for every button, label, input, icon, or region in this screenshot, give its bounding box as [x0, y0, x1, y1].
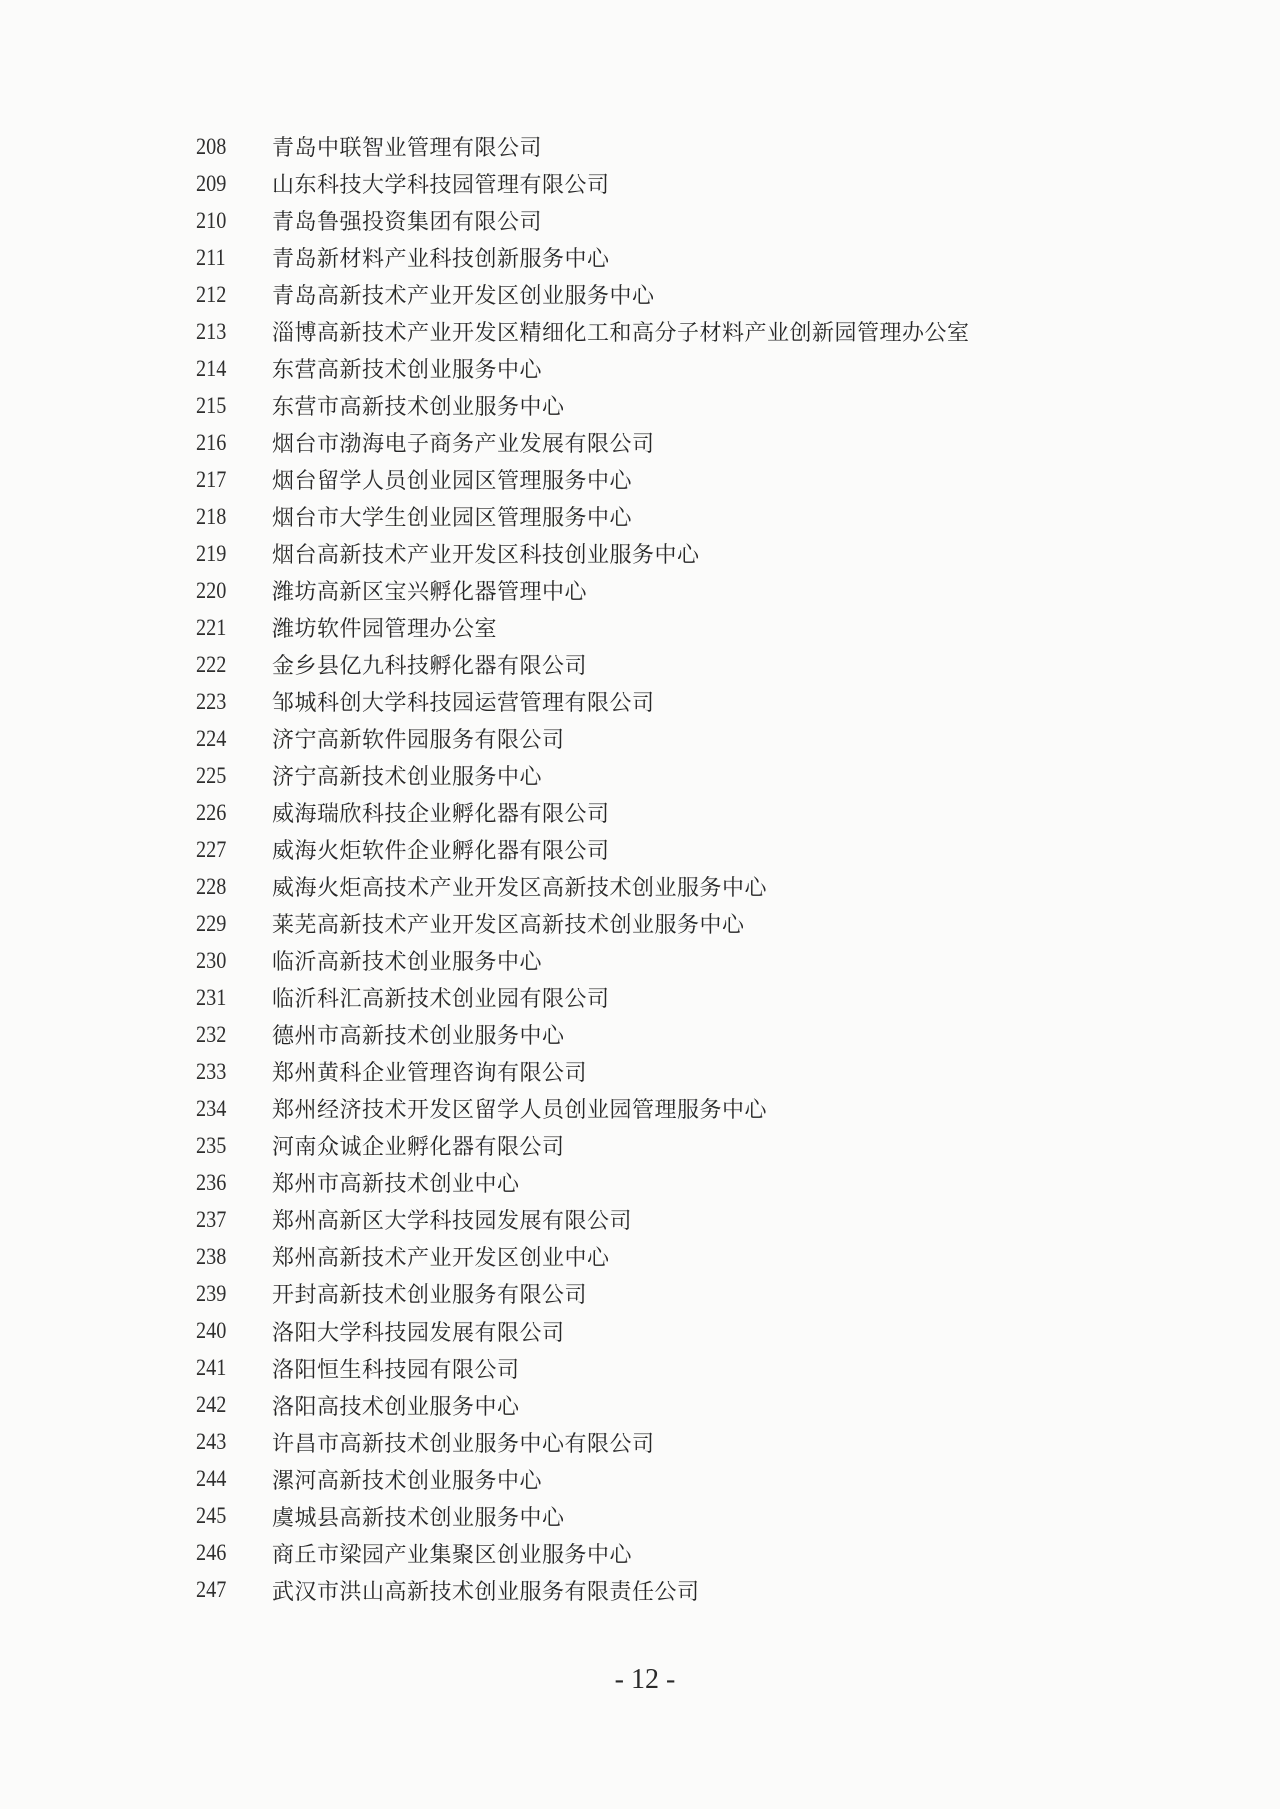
entry-number: 225	[196, 762, 227, 788]
list-item	[196, 1164, 970, 1201]
list-item	[196, 1127, 970, 1164]
list-item	[196, 831, 970, 868]
entry-number: 222	[196, 651, 227, 677]
entry-number: 215	[196, 392, 227, 418]
entry-number: 233	[196, 1058, 227, 1084]
entry-name: 洛阳高技术创业服务中心	[272, 1394, 520, 1420]
entry-number: 228	[196, 873, 227, 899]
entry-name: 武汉市洪山高新技术创业服务有限责任公司	[272, 1579, 700, 1605]
entry-number: 209	[196, 170, 227, 196]
entry-name: 淄博高新技术产业开发区精细化工和高分子材料产业创新园管理办公室	[272, 321, 970, 347]
entry-name: 潍坊高新区宝兴孵化器管理中心	[272, 580, 588, 606]
entry-name: 临沂科汇高新技术创业园有限公司	[272, 987, 610, 1013]
entry-name: 济宁高新软件园服务有限公司	[272, 728, 565, 754]
entry-number: 235	[196, 1132, 227, 1158]
list-item	[196, 683, 970, 720]
list-item	[196, 202, 970, 239]
entry-number: 240	[196, 1318, 227, 1343]
list-item	[196, 165, 970, 202]
entry-number: 220	[196, 577, 227, 603]
entry-name: 莱芜高新技术产业开发区高新技术创业服务中心	[272, 913, 745, 939]
list-item	[196, 757, 970, 794]
entry-name: 开封高新技术创业服务有限公司	[272, 1283, 588, 1309]
entry-number: 236	[196, 1169, 227, 1195]
entry-number: 237	[196, 1206, 227, 1232]
list-item	[196, 868, 970, 905]
entry-number: 234	[196, 1095, 227, 1121]
list-item	[196, 1016, 970, 1053]
entry-name: 许昌市高新技术创业服务中心有限公司	[272, 1431, 655, 1457]
entry-name: 青岛中联智业管理有限公司	[272, 136, 543, 161]
entry-name: 烟台市大学生创业园区管理服务中心	[272, 506, 633, 532]
entry-name: 郑州高新区大学科技园发展有限公司	[272, 1209, 633, 1235]
list-item	[196, 387, 970, 424]
entry-name: 漯河高新技术创业服务中心	[272, 1468, 543, 1494]
entry-name: 郑州经济技术开发区留学人员创业园管理服务中心	[272, 1098, 768, 1124]
entry-name: 郑州黄科企业管理咨询有限公司	[272, 1061, 588, 1087]
entry-number: 223	[196, 688, 227, 714]
entry-name: 郑州市高新技术创业中心	[272, 1172, 520, 1198]
entry-name: 青岛高新技术产业开发区创业服务中心	[272, 284, 655, 310]
list-item	[196, 794, 970, 831]
entry-name: 青岛新材料产业科技创新服务中心	[272, 247, 610, 273]
entry-number: 241	[196, 1355, 227, 1381]
list-item	[196, 1238, 970, 1275]
page-number: - 12 -	[614, 1664, 676, 1695]
entry-number: 230	[196, 947, 227, 973]
list-item	[196, 1201, 970, 1238]
entry-number: 232	[196, 1021, 227, 1047]
entry-number: 244	[196, 1466, 227, 1492]
entry-number: 245	[196, 1503, 227, 1529]
entry-number: 218	[196, 503, 227, 529]
entry-number: 243	[196, 1429, 227, 1455]
entry-number: 214	[196, 355, 227, 381]
list-item	[196, 1275, 970, 1312]
entry-name: 青岛鲁强投资集团有限公司	[272, 210, 543, 236]
entry-number: 217	[196, 466, 227, 492]
entry-name: 德州市高新技术创业服务中心	[272, 1024, 565, 1050]
list-item	[196, 1535, 970, 1572]
list-item	[196, 1387, 970, 1424]
list-item	[196, 572, 970, 609]
entry-number: 212	[196, 281, 227, 307]
entry-number: 219	[196, 540, 227, 566]
entry-name: 济宁高新技术创业服务中心	[272, 765, 543, 791]
entry-number: 247	[196, 1577, 227, 1603]
list-item	[196, 313, 970, 350]
entry-number: 239	[196, 1280, 227, 1306]
entry-number: 224	[196, 725, 227, 751]
entry-name: 东营高新技术创业服务中心	[272, 358, 543, 384]
entry-name: 商丘市梁园产业集聚区创业服务中心	[272, 1542, 633, 1568]
entry-name: 潍坊软件园管理办公室	[272, 617, 498, 643]
entry-name: 威海火炬软件企业孵化器有限公司	[272, 839, 610, 865]
list-item	[196, 979, 970, 1016]
list-item	[196, 720, 970, 757]
list-item	[196, 276, 970, 313]
entry-name: 东营市高新技术创业服务中心	[272, 395, 565, 421]
entry-number: 211	[196, 244, 226, 270]
entry-number: 242	[196, 1392, 227, 1418]
list-item	[196, 424, 970, 461]
list-item	[196, 942, 970, 979]
entry-number: 227	[196, 836, 227, 862]
list-item	[196, 239, 970, 276]
entry-name: 烟台市渤海电子商务产业发展有限公司	[272, 432, 655, 458]
list-item	[196, 1498, 970, 1535]
list-item	[196, 461, 970, 498]
entry-number: 229	[196, 910, 227, 936]
list-item	[196, 1461, 970, 1498]
entry-name: 临沂高新技术创业服务中心	[272, 950, 543, 976]
entry-number: 208	[196, 133, 227, 159]
entry-number: 210	[196, 207, 227, 233]
entry-name: 虞城县高新技术创业服务中心	[272, 1505, 565, 1531]
list-item	[196, 535, 970, 572]
list-item	[196, 1350, 970, 1387]
entry-number: 231	[196, 984, 227, 1010]
entry-name: 郑州高新技术产业开发区创业中心	[272, 1246, 610, 1272]
entry-name: 威海火炬高技术产业开发区高新技术创业服务中心	[272, 876, 768, 902]
entry-list	[196, 128, 970, 1609]
entry-name: 金乡县亿九科技孵化器有限公司	[272, 654, 588, 680]
entry-number: 226	[196, 799, 227, 825]
entry-name: 山东科技大学科技园管理有限公司	[272, 173, 610, 199]
list-item	[196, 609, 970, 646]
entry-name: 洛阳恒生科技园有限公司	[272, 1357, 520, 1383]
list-item	[196, 1090, 970, 1127]
entry-name: 邹城科创大学科技园运营管理有限公司	[272, 691, 655, 717]
entry-number: 246	[196, 1540, 227, 1566]
entry-number: 216	[196, 429, 227, 455]
list-item	[196, 1572, 970, 1609]
entry-number: 213	[196, 318, 227, 344]
entry-name: 洛阳大学科技园发展有限公司	[272, 1320, 565, 1346]
list-item	[196, 498, 970, 535]
list-item	[196, 350, 970, 387]
entry-name: 烟台高新技术产业开发区科技创业服务中心	[272, 543, 700, 569]
list-item	[196, 128, 970, 165]
list-item	[196, 1053, 970, 1090]
list-item	[196, 1313, 970, 1350]
entry-name: 烟台留学人员创业园区管理服务中心	[272, 469, 633, 495]
list-item	[196, 1424, 970, 1461]
entry-name: 威海瑞欣科技企业孵化器有限公司	[272, 802, 610, 828]
entry-name: 河南众诚企业孵化器有限公司	[272, 1135, 565, 1161]
entry-number: 238	[196, 1243, 227, 1269]
entry-number: 221	[196, 614, 227, 640]
list-item	[196, 646, 970, 683]
list-item	[196, 905, 970, 942]
